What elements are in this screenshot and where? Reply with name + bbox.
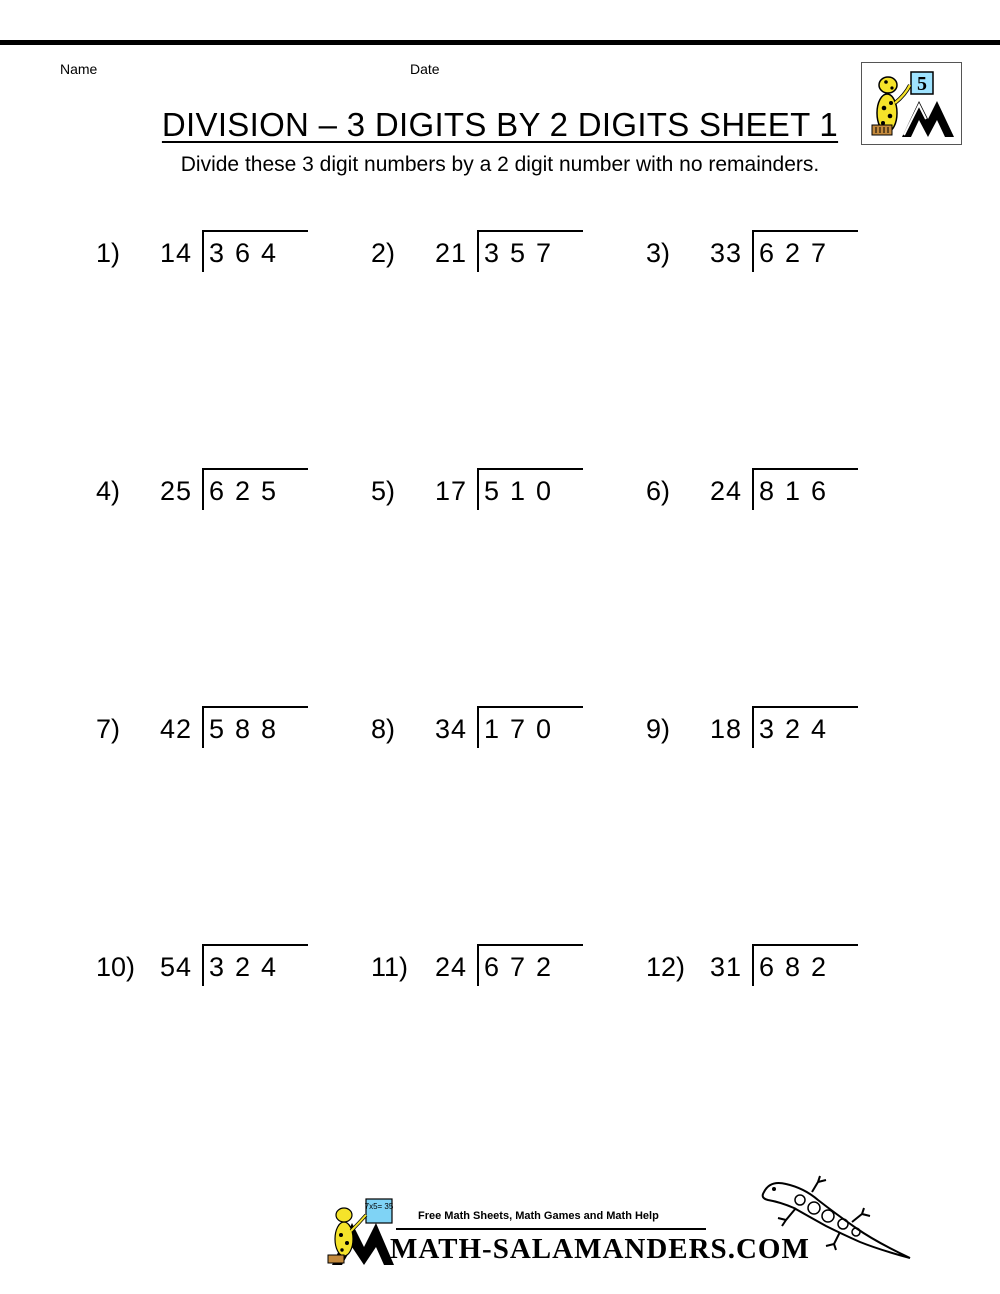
- problem-label: 9): [646, 714, 671, 744]
- problem-divisor: 18: [709, 714, 743, 744]
- grade-badge: 5: [917, 73, 927, 95]
- problem-divisor: 24: [709, 476, 743, 506]
- salamander-footer-logo-icon: [322, 1195, 396, 1267]
- problem-label: 5): [371, 476, 396, 506]
- problem-label: 12): [646, 952, 686, 982]
- problem-divisor: 31: [709, 952, 743, 982]
- problem-dividend: 324: [209, 952, 288, 982]
- problem-label: 4): [96, 476, 121, 506]
- problem-dividend: 588: [209, 714, 288, 744]
- problem-label: 6): [646, 476, 671, 506]
- problem-dividend: 672: [484, 952, 563, 982]
- problem-dividend: 816: [759, 476, 838, 506]
- problem-divisor: 54: [159, 952, 193, 982]
- problem-divisor: 25: [159, 476, 193, 506]
- name-label: Name: [60, 61, 98, 77]
- footer-site-name[interactable]: MATH-SALAMANDERS.COM: [390, 1233, 810, 1265]
- problem-divisor: 21: [434, 238, 468, 268]
- problem-divisor: 24: [434, 952, 468, 982]
- problem-divisor: 33: [709, 238, 743, 268]
- spotted-salamander-icon: [756, 1170, 916, 1270]
- footer-logo[interactable]: [322, 1195, 810, 1267]
- top-rule: [0, 40, 1000, 45]
- problem-divisor: 34: [434, 714, 468, 744]
- problem-label: 2): [371, 238, 396, 268]
- problem-dividend: 627: [759, 238, 838, 268]
- problem-divisor: 14: [159, 238, 193, 268]
- problem-label: 10): [96, 952, 136, 982]
- problem-dividend: 364: [209, 238, 288, 268]
- problem-dividend: 357: [484, 238, 563, 268]
- problem-dividend: 510: [484, 476, 563, 506]
- worksheet-title: DIVISION – 3 DIGITS BY 2 DIGITS SHEET 1: [161, 106, 839, 143]
- footer-logo-sign: 7x5= 35: [364, 1202, 394, 1211]
- problem-label: 11): [371, 952, 409, 982]
- date-label: Date: [410, 61, 440, 77]
- problem-label: 8): [371, 714, 396, 744]
- footer-rule: [396, 1228, 706, 1230]
- footer-tagline: Free Math Sheets, Math Games and Math Help: [418, 1210, 659, 1222]
- worksheet-instructions: Divide these 3 digit numbers by a 2 digit number with no remainders.: [180, 153, 820, 176]
- problem-dividend: 170: [484, 714, 563, 744]
- problem-dividend: 625: [209, 476, 288, 506]
- problem-dividend: 682: [759, 952, 838, 982]
- problem-dividend: 324: [759, 714, 838, 744]
- problem-label: 1): [96, 238, 121, 268]
- problem-label: 3): [646, 238, 671, 268]
- problem-divisor: 42: [159, 714, 193, 744]
- problem-divisor: 17: [434, 476, 468, 506]
- problem-label: 7): [96, 714, 121, 744]
